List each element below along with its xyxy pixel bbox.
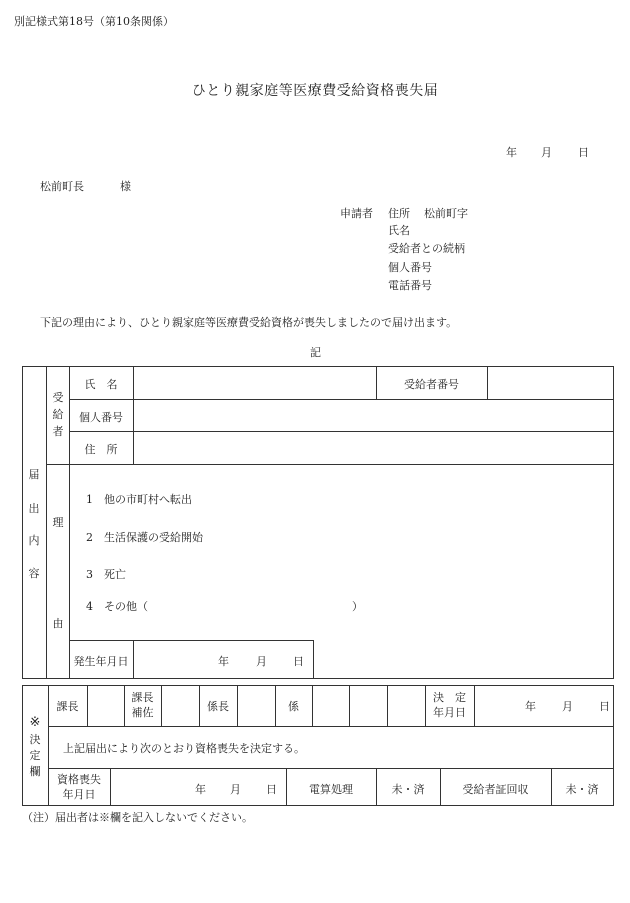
name-field[interactable]: [134, 367, 375, 398]
loss-day-label: 日: [266, 783, 277, 796]
kakari-stamp-field[interactable]: [313, 686, 424, 725]
date-year-label: 年: [506, 146, 517, 159]
kacho-stamp-field[interactable]: [88, 686, 123, 725]
recipient-label-char-3: 者: [52, 425, 64, 438]
decision-label-char-1: 決: [29, 733, 41, 746]
other-reason-close: ）: [352, 600, 363, 613]
recipient-label-char-2: 給: [52, 408, 64, 421]
personal-number-label: 個人番号: [79, 411, 123, 424]
loss-date-line-1: 資格喪失: [57, 773, 101, 786]
applicant-personal-number-label: 個人番号: [388, 261, 432, 274]
personal-number-field[interactable]: [134, 400, 612, 430]
recipient-label-char-1: 受: [52, 391, 64, 404]
reason-option-1[interactable]: 1 他の市町村へ転出: [86, 493, 192, 506]
address-field[interactable]: [134, 432, 612, 463]
kakari-label: 係: [288, 700, 299, 713]
section-label-char-3: 内: [28, 534, 40, 547]
section-label-char-4: 容: [28, 567, 40, 580]
loss-date-label: [48, 772, 110, 802]
reason-label-char-2: 由: [52, 617, 64, 630]
card-return-status[interactable]: 未・済: [565, 783, 599, 796]
occurrence-date-label: 発生年月日: [73, 655, 129, 668]
occurrence-year-label: 年: [218, 655, 229, 668]
decision-day-label: 日: [599, 700, 610, 713]
date-day-label: 日: [578, 146, 589, 159]
loss-month-label: 月: [230, 783, 241, 796]
kacho-hosa-label: [124, 690, 161, 720]
computer-processing-label: 電算処理: [309, 783, 353, 796]
kacho-label: 課長: [56, 700, 79, 713]
decision-year-label: 年: [525, 700, 536, 713]
address-label: 住 所: [84, 443, 118, 456]
decision-label-char-3: 欄: [29, 765, 41, 778]
kacho-hosa-line-1: 課長: [131, 691, 154, 704]
decision-mark: ※: [29, 715, 41, 730]
occurrence-month-label: 月: [256, 655, 267, 668]
reason-option-3[interactable]: 3 死亡: [86, 568, 126, 581]
footnote: （注）届出者は※欄を記入しないでください。: [22, 811, 253, 824]
page-title: ひとり親家庭等医療費受給資格喪失届: [191, 83, 439, 99]
form-number: 別記様式第18号（第10条関係）: [14, 15, 174, 28]
loss-date-line-2: 年月日: [62, 788, 96, 801]
occurrence-date-field[interactable]: [134, 641, 312, 677]
applicant-phone-label: 電話番号: [388, 279, 432, 292]
addressee-name: 松前町長: [40, 180, 84, 193]
recipient-number-label: 受給者番号: [404, 378, 459, 391]
other-reason-field[interactable]: [168, 596, 350, 614]
decision-date-label: [425, 690, 474, 720]
kakaricho-stamp-field[interactable]: [238, 686, 274, 725]
statement-text: 下記の理由により、ひとり親家庭等医療費受給資格が喪失しましたので届け出ます。: [40, 316, 458, 329]
date-month-label: 月: [541, 146, 552, 159]
addressee-honorific: 様: [120, 180, 131, 193]
reason-option-2[interactable]: 2 生活保護の受給開始: [86, 531, 203, 544]
decision-label-char-2: 定: [29, 749, 41, 762]
card-return-label: 受給者証回収: [462, 783, 529, 796]
occurrence-day-label: 日: [293, 655, 304, 668]
applicant-name-label: 氏名: [388, 224, 410, 237]
kacho-hosa-line-2: 補佐: [131, 706, 154, 719]
reason-label-char-1: 理: [52, 516, 64, 529]
loss-year-label: 年: [195, 783, 206, 796]
ki-label: 記: [310, 346, 321, 359]
applicant-label: 申請者: [340, 207, 373, 220]
applicant-address-value: 松前町字: [424, 207, 468, 220]
decision-month-label: 月: [562, 700, 573, 713]
kakaricho-label: 係長: [207, 700, 229, 713]
kacho-hosa-stamp-field[interactable]: [162, 686, 198, 725]
applicant-relationship-label: 受給者との続柄: [388, 242, 465, 255]
section-label-char-1: 届: [28, 468, 40, 481]
section-label-char-2: 出: [28, 502, 40, 515]
recipient-number-field[interactable]: [488, 367, 612, 398]
reason-option-4[interactable]: 4 その他（: [86, 600, 148, 613]
name-label: 氏 名: [84, 378, 118, 391]
computer-processing-status[interactable]: 未・済: [391, 783, 425, 796]
decision-statement: 上記届出により次のとおり資格喪失を決定する。: [63, 742, 305, 755]
decision-date-line-2: 年月日: [433, 706, 466, 719]
decision-date-line-1: 決 定: [433, 691, 466, 704]
applicant-address-label: 住所: [388, 207, 410, 220]
